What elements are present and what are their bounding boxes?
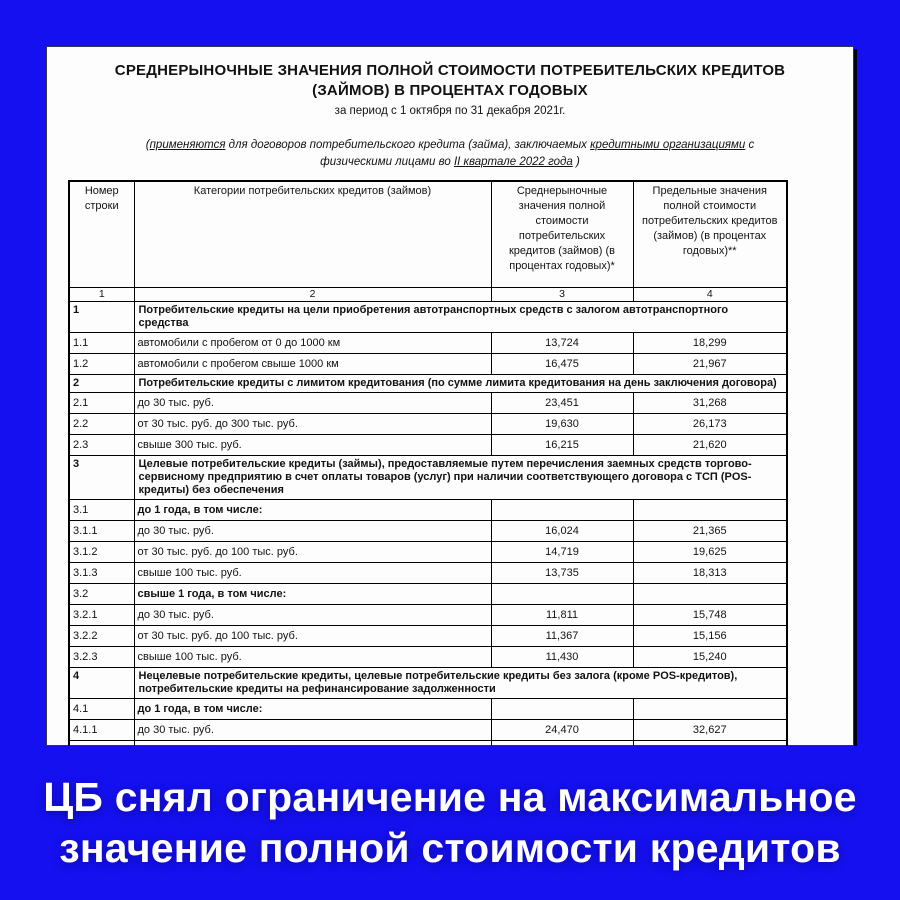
header-limit-values: Предельные значения полной стоимости потребительских кредитов (займов) (в процентах годовых)** <box>633 181 787 288</box>
row-number-cell: 3.2.1 <box>69 605 134 626</box>
limit-value-cell: 21,967 <box>633 354 787 375</box>
table-row <box>69 302 787 333</box>
limit-value-cell: 31,268 <box>633 393 787 414</box>
headline-line2: значение полной стоимости кредитов <box>59 825 841 871</box>
category-cell: Потребительские кредиты с лимитом кредитования (по сумме лимита кредитования на день заключения договора) <box>134 375 787 393</box>
average-value-cell <box>491 500 633 521</box>
document-page <box>46 46 854 746</box>
table-row <box>69 414 787 435</box>
row-number-cell: 1.1 <box>69 333 134 354</box>
category-cell: до 30 тыс. руб. <box>134 393 491 414</box>
table-row <box>69 500 787 521</box>
row-number-cell: 3 <box>69 456 134 500</box>
limit-value-cell: 15,748 <box>633 605 787 626</box>
table-row <box>69 333 787 354</box>
header-average-values: Среднерыночные значения полной стоимости потребительских кредитов (займов) (в процентах годовых)* <box>491 181 633 288</box>
row-number-cell: 2.1 <box>69 393 134 414</box>
limit-value-cell: 15,156 <box>633 626 787 647</box>
average-value-cell: 19,630 <box>491 414 633 435</box>
average-value-cell: 11,367 <box>491 626 633 647</box>
row-number-cell: 1.2 <box>69 354 134 375</box>
headline-line1: ЦБ снял ограничение на максимальное <box>43 774 857 820</box>
category-cell: автомобили с пробегом свыше 1000 км <box>134 354 491 375</box>
row-number-cell: 3.2.2 <box>69 626 134 647</box>
table-row <box>69 375 787 393</box>
limit-value-cell <box>633 584 787 605</box>
limit-value-cell: 21,620 <box>633 435 787 456</box>
document-period: за период с 1 октября по 31 декабря 2021г. <box>334 105 566 117</box>
average-value-cell: 16,215 <box>491 435 633 456</box>
row-number-cell: 2.3 <box>69 435 134 456</box>
category-cell: свыше 1 года, в том числе: <box>134 584 491 605</box>
note-underlined-segment: кредитными организациями <box>590 139 746 151</box>
limit-value-cell: 26,173 <box>633 414 787 435</box>
table-row <box>69 699 787 720</box>
note-underlined-segment: применяются <box>149 139 226 151</box>
row-number-cell: 3.1 <box>69 500 134 521</box>
category-cell: свыше 100 тыс. руб. <box>134 647 491 668</box>
table-row <box>69 584 787 605</box>
note-underlined-segment: II квартале 2022 года <box>453 156 573 168</box>
category-cell: от 30 тыс. руб. до 100 тыс. руб. <box>134 626 491 647</box>
table-row <box>69 521 787 542</box>
average-value-cell: 14,719 <box>491 542 633 563</box>
document-title-line2: (ЗАЙМОВ) В ПРОЦЕНТАХ ГОДОВЫХ <box>312 82 588 99</box>
table-row <box>69 668 787 699</box>
row-number-cell: 2.2 <box>69 414 134 435</box>
category-cell: автомобили с пробегом от 0 до 1000 км <box>134 333 491 354</box>
row-number-cell: 3.1.2 <box>69 542 134 563</box>
category-cell: Потребительские кредиты на цели приобретения автотранспортных средств с залогом автотранспортного средства <box>134 302 787 333</box>
category-cell: до 30 тыс. руб. <box>134 605 491 626</box>
table-row <box>69 605 787 626</box>
limit-value-cell: 18,299 <box>633 333 787 354</box>
table-row <box>69 393 787 414</box>
category-cell: от 30 тыс. руб. до 300 тыс. руб. <box>134 414 491 435</box>
column-number-1: 1 <box>69 288 134 302</box>
category-cell: Целевые потребительские кредиты (займы), предоставляемые путем перечисления заемных средств торгово-сервисному предприятию в счет оплаты товаров (услуг) при наличии соответствующего договора с ТСП (POS-кредиты) без обеспечения <box>134 456 787 500</box>
column-number-2: 2 <box>134 288 491 302</box>
limit-value-cell <box>633 500 787 521</box>
category-cell: свыше 300 тыс. руб. <box>134 435 491 456</box>
category-cell: до 30 тыс. руб. <box>134 720 491 741</box>
headline-banner <box>0 746 900 900</box>
average-value-cell: 24,470 <box>491 720 633 741</box>
limit-value-cell: 18,313 <box>633 563 787 584</box>
row-number-cell: 3.1.1 <box>69 521 134 542</box>
document-title-line1: СРЕДНЕРЫНОЧНЫЕ ЗНАЧЕНИЯ ПОЛНОЙ СТОИМОСТИ ПОТРЕБИТЕЛЬСКИХ КРЕДИТОВ <box>114 62 786 79</box>
header-row-number: Номер строки <box>69 181 134 288</box>
table-row <box>69 720 787 741</box>
column-number-3: 3 <box>491 288 633 302</box>
table-row <box>69 626 787 647</box>
limit-value-cell: 21,365 <box>633 521 787 542</box>
table-row <box>69 563 787 584</box>
average-value-cell <box>491 584 633 605</box>
category-cell: до 30 тыс. руб. <box>134 521 491 542</box>
category-cell: до 1 года, в том числе: <box>134 699 491 720</box>
table-body <box>69 302 787 763</box>
applicability-note <box>123 137 778 171</box>
row-number-cell: 2 <box>69 375 134 393</box>
column-number-row <box>69 288 787 302</box>
row-number-cell: 4.1.1 <box>69 720 134 741</box>
row-number-cell: 1 <box>69 302 134 333</box>
row-number-cell: 4.1 <box>69 699 134 720</box>
average-value-cell: 13,735 <box>491 563 633 584</box>
row-number-cell: 3.1.3 <box>69 563 134 584</box>
limit-value-cell: 32,627 <box>633 720 787 741</box>
note-segment: для договоров потребительского кредита (займа), заключаемых <box>225 139 591 151</box>
limit-value-cell <box>633 699 787 720</box>
table-row <box>69 435 787 456</box>
table-row <box>69 456 787 500</box>
row-number-cell: 4 <box>69 668 134 699</box>
note-segment: с физическими лицами во <box>320 139 755 168</box>
note-segment: ) <box>572 156 580 168</box>
row-number-cell: 3.2.3 <box>69 647 134 668</box>
average-value-cell: 11,811 <box>491 605 633 626</box>
table-header-row <box>69 181 787 288</box>
category-cell: Нецелевые потребительские кредиты, целевые потребительские кредиты без залога (кроме POS-кредитов), потребительские кредиты на рефинансирование задолженности <box>134 668 787 699</box>
table-row <box>69 647 787 668</box>
row-number-cell: 3.2 <box>69 584 134 605</box>
table-row <box>69 542 787 563</box>
average-value-cell: 13,724 <box>491 333 633 354</box>
document-title <box>77 61 823 101</box>
category-cell: свыше 100 тыс. руб. <box>134 563 491 584</box>
limit-value-cell: 19,625 <box>633 542 787 563</box>
note-segment: ( <box>145 139 150 151</box>
limit-value-cell: 15,240 <box>633 647 787 668</box>
average-value-cell <box>491 699 633 720</box>
category-cell: от 30 тыс. руб. до 100 тыс. руб. <box>134 542 491 563</box>
average-value-cell: 23,451 <box>491 393 633 414</box>
average-value-cell: 16,475 <box>491 354 633 375</box>
category-cell: до 1 года, в том числе: <box>134 500 491 521</box>
rates-table <box>68 180 788 763</box>
average-value-cell: 16,024 <box>491 521 633 542</box>
column-number-4: 4 <box>633 288 787 302</box>
header-categories: Категории потребительских кредитов (займов) <box>134 181 491 288</box>
table-row <box>69 354 787 375</box>
average-value-cell: 11,430 <box>491 647 633 668</box>
